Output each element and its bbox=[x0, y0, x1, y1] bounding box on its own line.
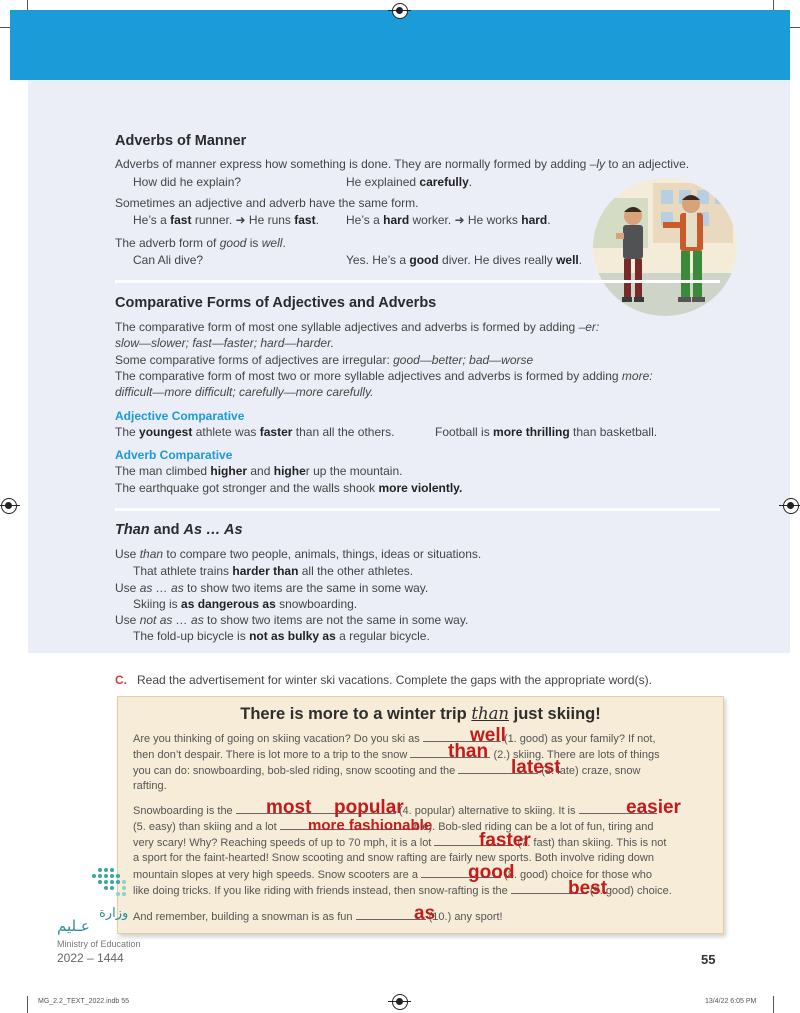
example-fast: He’s a fast runner. ➜ He runs fast. bbox=[133, 213, 319, 227]
as-as-example: Skiing is as dangerous as snowboarding. bbox=[133, 597, 358, 611]
not-as-example: The fold-up bicycle is not as bulky as a regular bicycle. bbox=[133, 629, 430, 643]
than-rule: Use than to compare two people, animals, things, ideas or situations. bbox=[115, 547, 482, 561]
ministry-logo-arabic: وزارة bbox=[99, 906, 129, 921]
answer-8: good bbox=[468, 862, 515, 883]
answer-2: than bbox=[448, 741, 489, 762]
comparative-rule-2: Some comparative forms of adjectives are irregular: good—better; bad—worse bbox=[115, 353, 534, 367]
example-question: How did he explain? bbox=[133, 175, 242, 189]
ministry-logo-sub: عـليم bbox=[57, 917, 90, 935]
ad-line: then don’t despair. There is lot more to a trip to the snow (2.) skiing. There are lots of things bbox=[133, 749, 660, 761]
ad-line: Snowboarding is the (4. popular) alternative to skiing. It is bbox=[133, 804, 657, 817]
answer-10: as bbox=[414, 903, 436, 924]
same-form-note: Sometimes an adjective and adverb have the same form. bbox=[115, 196, 419, 210]
example-answer: He explained carefully. bbox=[346, 175, 473, 189]
adverb-example-1: The man climbed higher and higher up the mountain. bbox=[115, 464, 403, 478]
ad-line: a sport for the faint-hearted! Snow scooting and snow rafting are fairly new sports. Both involve riding down bbox=[133, 852, 654, 864]
example-question: Can Ali dive? bbox=[133, 253, 204, 267]
than-example: That athlete trains harder than all the other athletes. bbox=[133, 564, 414, 578]
answer-5: easier bbox=[626, 797, 681, 818]
boys-talking-illustration bbox=[593, 178, 737, 316]
ad-line: you can do: snowboarding, bob-sled riding, snow scooting and the (3. late) craze, snow bbox=[133, 765, 641, 777]
section-heading-than-as: Than and As … As bbox=[115, 522, 243, 538]
ad-line: And remember, building a snowman is as fun (10.) any sport! bbox=[133, 911, 503, 923]
adverb-comparative-label: Adverb Comparative bbox=[115, 448, 233, 462]
exercise-letter: C. bbox=[115, 673, 127, 687]
crop-mark bbox=[773, 996, 774, 1013]
page-number: 55 bbox=[701, 952, 716, 967]
ad-line: Are you thinking of going on skiing vacation? Do you ski as (1. good) as your family? If not, bbox=[133, 733, 656, 745]
answer-4a: most bbox=[266, 797, 312, 818]
adjective-example-2: Football is more thrilling than basketball. bbox=[435, 425, 658, 439]
answer-4b: popular bbox=[334, 797, 404, 818]
ad-line: like doing tricks. If you like riding with friends instead, then snow-rafting is the (9. good) choice. bbox=[133, 885, 672, 897]
adjective-comparative-label: Adjective Comparative bbox=[115, 409, 245, 423]
crop-mark bbox=[27, 996, 28, 1013]
comparative-rule-1: The comparative form of most one syllable adjectives and adverbs is formed by adding –er: bbox=[115, 320, 600, 334]
year-label: 2022 – 1444 bbox=[57, 951, 124, 965]
answer-3: latest bbox=[511, 757, 561, 778]
registration-mark-icon bbox=[392, 3, 408, 19]
example-answer: Yes. He’s a good diver. He dives really well. bbox=[346, 253, 583, 267]
comparative-rule-1-examples: slow—slower; fast—faster; hard—harder. bbox=[115, 336, 334, 350]
print-timestamp: 13/4/22 6:05 PM bbox=[705, 998, 757, 1005]
ad-line: (5. easy) than skiing and a lot ble). Bob-sled riding can be a lot of fun, tiring and bbox=[133, 821, 654, 833]
ski-advertisement bbox=[117, 696, 724, 934]
advertisement-title: There is more to a winter trip than just skiing! bbox=[240, 704, 601, 723]
answer-7: faster bbox=[479, 830, 531, 851]
answer-9: best bbox=[568, 878, 608, 899]
section-divider bbox=[115, 508, 720, 511]
ad-line: rafting. bbox=[133, 780, 167, 792]
exercise-instruction: Read the advertisement for winter ski vacations. Complete the gaps with the appropriate word(s). bbox=[137, 673, 652, 687]
ad-line: very scary! Why? Reaching speeds of up to 70 mph, it is a lot (7. fast) than skiing. This is not bbox=[133, 837, 667, 849]
answer-6: more fashionable bbox=[308, 817, 433, 834]
answer-1: well bbox=[470, 725, 506, 746]
comparative-rule-3-examples: difficult—more difficult; carefully—more carefully. bbox=[115, 385, 374, 399]
manner-intro: Adverbs of manner express how something is done. They are normally formed by adding –ly to an adjective. bbox=[115, 157, 690, 171]
adjective-example-1: The youngest athlete was faster than all the others. bbox=[115, 425, 395, 439]
as-as-rule: Use as … as to show two items are the same in some way. bbox=[115, 581, 429, 595]
section-divider bbox=[115, 280, 720, 283]
example-hard: He’s a hard worker. ➜ He works hard. bbox=[346, 213, 551, 227]
ministry-name: Ministry of Education bbox=[57, 939, 141, 949]
comparative-rule-3: The comparative form of most two or more syllable adjectives and adverbs is formed by adding more: bbox=[115, 369, 653, 383]
good-well-note: The adverb form of good is well. bbox=[115, 236, 286, 250]
ad-line: mountain slopes at very high speeds. Snow scooters are a (8. good) choice for those who bbox=[133, 869, 653, 881]
print-file-info: MG_2.2_TEXT_2022.indb 55 bbox=[38, 998, 130, 1005]
section-heading-comparative: Comparative Forms of Adjectives and Adverbs bbox=[115, 295, 437, 311]
section-heading-adverbs-of-manner: Adverbs of Manner bbox=[115, 133, 247, 149]
top-color-band bbox=[10, 10, 790, 80]
registration-mark-icon bbox=[783, 498, 799, 514]
not-as-rule: Use not as … as to show two items are not the same in some way. bbox=[115, 613, 469, 627]
adverb-example-2: The earthquake got stronger and the walls shook more violently. bbox=[115, 481, 463, 495]
registration-mark-icon bbox=[392, 994, 408, 1010]
registration-mark-icon bbox=[1, 498, 17, 514]
